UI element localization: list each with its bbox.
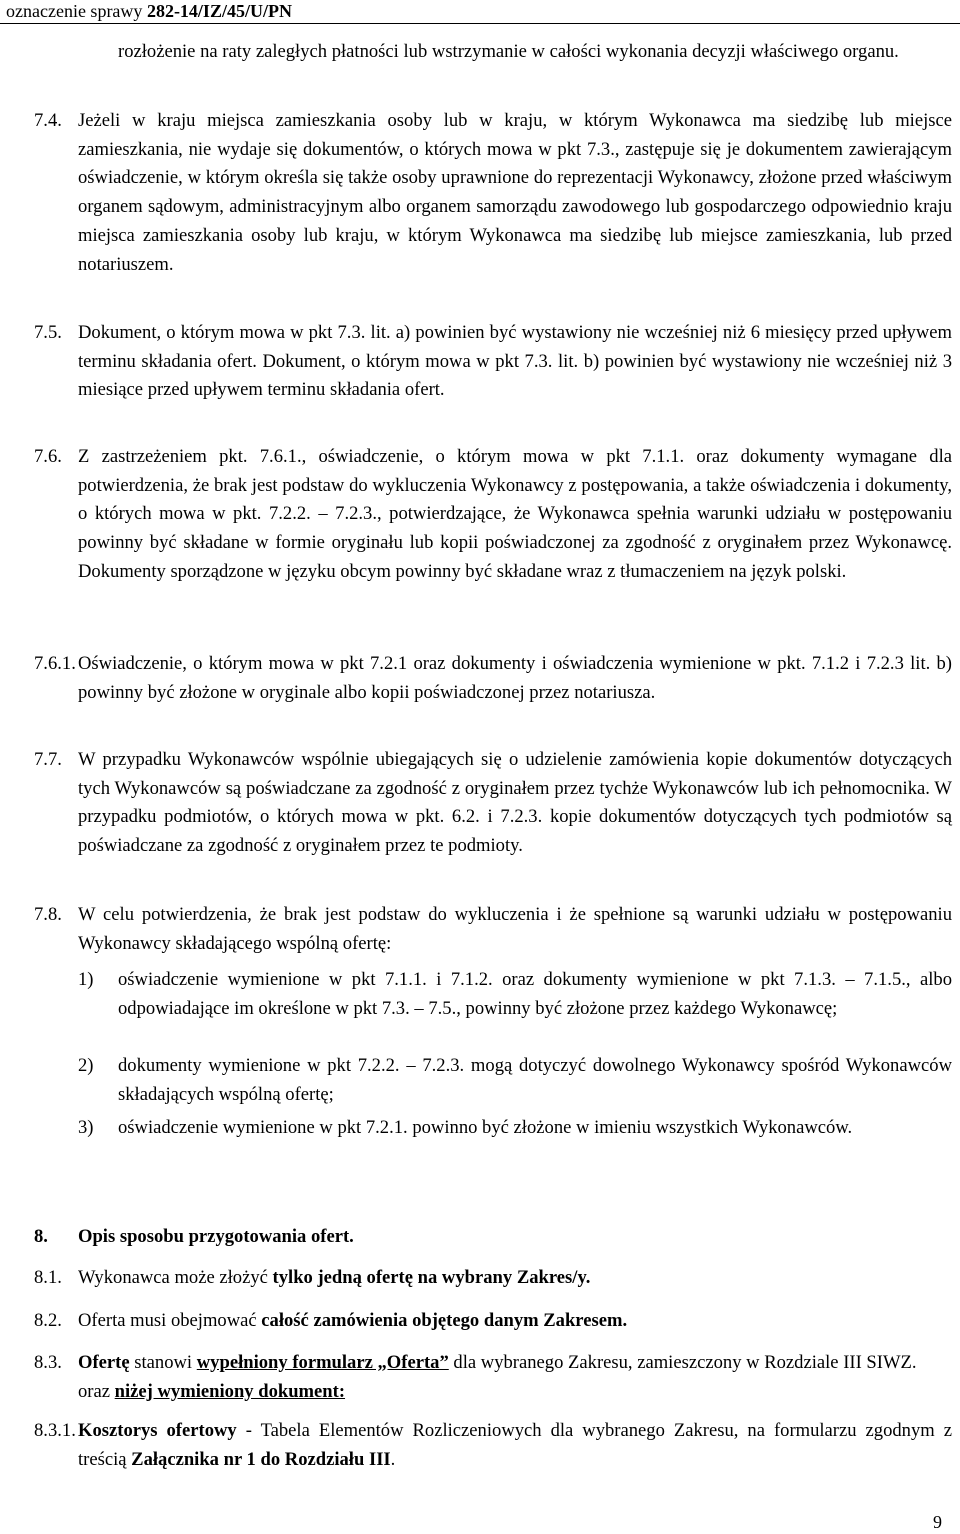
section-number-7-6: 7.6. — [34, 446, 62, 467]
case-reference — [6, 0, 292, 22]
section-heading-8: Opis sposobu przygotowania ofert. — [78, 1226, 354, 1247]
paragraph-8-3-1 — [78, 1417, 952, 1474]
text: Oferta musi obejmować — [78, 1310, 262, 1331]
paragraph-8-2 — [78, 1307, 952, 1336]
section-number-7-5: 7.5. — [34, 322, 62, 343]
text: stanowi — [129, 1352, 197, 1373]
text: dla wybranego Zakresu, zamieszczony w Rozdziale III SIWZ. oraz — [78, 1352, 917, 1402]
emphasis: Ofertę — [78, 1352, 130, 1373]
section-number-7-6-1: 7.6.1. — [34, 653, 76, 674]
list-item: dokumenty wymienione w pkt 7.2.2. – 7.2.3. mogą dotyczyć dowolnego Wykonawcy spośród Wykonawców składających wspólną ofertę; — [118, 1055, 952, 1105]
paragraph-7-5: Dokument, o którym mowa w pkt 7.3. lit. a) powinien być wystawiony nie wcześniej niż 6 miesięcy przed upływem terminu składania ofert. Dokument, o którym mowa w pkt 7.3. lit. b) powinien być wystawiony nie wcześniej niż 3 miesiące przed upływem terminu składania ofert. — [78, 322, 952, 401]
section-number-7-7: 7.7. — [34, 749, 62, 770]
page-header — [0, 0, 960, 24]
emphasis: Kosztorys ofertowy — [78, 1420, 237, 1441]
list-item-number: 1) — [78, 969, 94, 990]
emphasis: Załącznika nr 1 do Rozdziału III — [131, 1448, 391, 1470]
list-item-number: 2) — [78, 1055, 94, 1076]
emphasis-underlined: niżej wymieniony dokument: — [114, 1380, 346, 1402]
emphasis: tylko jedną ofertę na wybrany Zakres/y. — [272, 1267, 591, 1288]
paragraph-8-3 — [78, 1349, 952, 1406]
header-divider — [0, 23, 960, 24]
text: . — [390, 1448, 396, 1470]
text: Wykonawca może złożyć — [78, 1267, 273, 1288]
emphasis-underlined: wypełniony formularz „Oferta” — [196, 1352, 449, 1373]
section-number-8: 8. — [34, 1226, 48, 1247]
paragraph-8-1 — [78, 1264, 952, 1293]
paragraph-7-8: W celu potwierdzenia, że brak jest podstaw do wykluczenia i że spełnione są warunki udziału w postępowaniu Wykonawcy składającego wspólną ofertę: — [78, 904, 952, 954]
section-number-8-1: 8.1. — [34, 1267, 62, 1288]
section-number-8-3: 8.3. — [34, 1352, 62, 1373]
section-number-8-3-1: 8.3.1. — [34, 1420, 76, 1441]
list-item: oświadczenie wymienione w pkt 7.1.1. i 7.1.2. oraz dokumenty wymienione w pkt 7.1.3. – 7.1.5., albo odpowiadające im określone w pkt 7.3. – 7.5., powinny być złożone przez każdego Wykonawcę; — [118, 969, 952, 1019]
paragraph-7-6-1: Oświadczenie, o którym mowa w pkt 7.2.1 oraz dokumenty i oświadczenia wymienione w pkt. 7.1.2 i 7.2.3 lit. b) powinny być złożone w oryginale albo kopii poświadczonej przez notariusza. — [78, 653, 952, 703]
list-item: oświadczenie wymienione w pkt 7.2.1. powinno być złożone w imieniu wszystkich Wykonawców. — [118, 1117, 853, 1138]
paragraph-7-3-continuation: rozłożenie na raty zaległych płatności lub wstrzymanie w całości wykonania decyzji właściwego organu. — [118, 41, 899, 62]
case-number: 282-14/IZ/45/U/PN — [146, 1, 292, 21]
paragraph-7-6: Z zastrzeżeniem pkt. 7.6.1., oświadczenie, o którym mowa w pkt 7.1.1. oraz dokumenty wymagane dla potwierdzenia, że brak jest podstaw do wykluczenia Wykonawcy z postępowania, a także oświadczenia i dokumenty, o których mowa w pkt. 7.2.2. – 7.2.3., potwierdzające, że Wykonawca spełnia warunki udziału w postępowaniu powinny być składane w formie oryginału lub kopii poświadczonej za zgodność z oryginałem przez Wykonawcę. Dokumenty sporządzone w języku obcym powinny być składane wraz z tłumaczeniem na język polski. — [78, 446, 952, 582]
paragraph-7-4: Jeżeli w kraju miejsca zamieszkania osoby lub w kraju, w którym Wykonawca ma siedzibę lub miejsce zamieszkania, nie wydaje się dokumentów, o których mowa w pkt 7.3., zastępuje się je dokumentem zawierającym oświadczenie, w którym określa się także osoby uprawnione do reprezentacji Wykonawcy, złożone przed właściwym organem sądowym, administracyjnym albo organem samorządu zawodowego lub gospodarczego odpowiednio kraju miejsca zamieszkania osoby lub kraju, w którym Wykonawca ma siedzibę lub miejsce zamieszkania, lub przed notariuszem. — [78, 110, 952, 275]
page-number: 9 — [933, 1512, 942, 1532]
paragraph-7-7: W przypadku Wykonawców wspólnie ubiegających się o udzielenie zamówienia kopie dokumentów dotyczących tych Wykonawców są poświadczane za zgodność z oryginałem przez tychże Wykonawców lub ich pełnomocnika. W przypadku podmiotów, o których mowa w pkt. 6.2. i 7.2.3. kopie dokumentów dotyczących tych podmiotów są poświadczane za zgodność z oryginałem przez te podmioty. — [78, 749, 952, 857]
case-label: oznaczenie sprawy — [6, 1, 143, 21]
section-number-8-2: 8.2. — [34, 1310, 62, 1331]
text: - Tabela Elementów Rozliczeniowych dla wybranego Zakresu, na formularzu zgodnym z treścią — [78, 1420, 952, 1470]
emphasis: całość zamówienia objętego danym Zakresem. — [261, 1310, 628, 1331]
section-number-7-4: 7.4. — [34, 110, 62, 131]
list-item-number: 3) — [78, 1117, 94, 1138]
section-number-7-8: 7.8. — [34, 904, 62, 925]
